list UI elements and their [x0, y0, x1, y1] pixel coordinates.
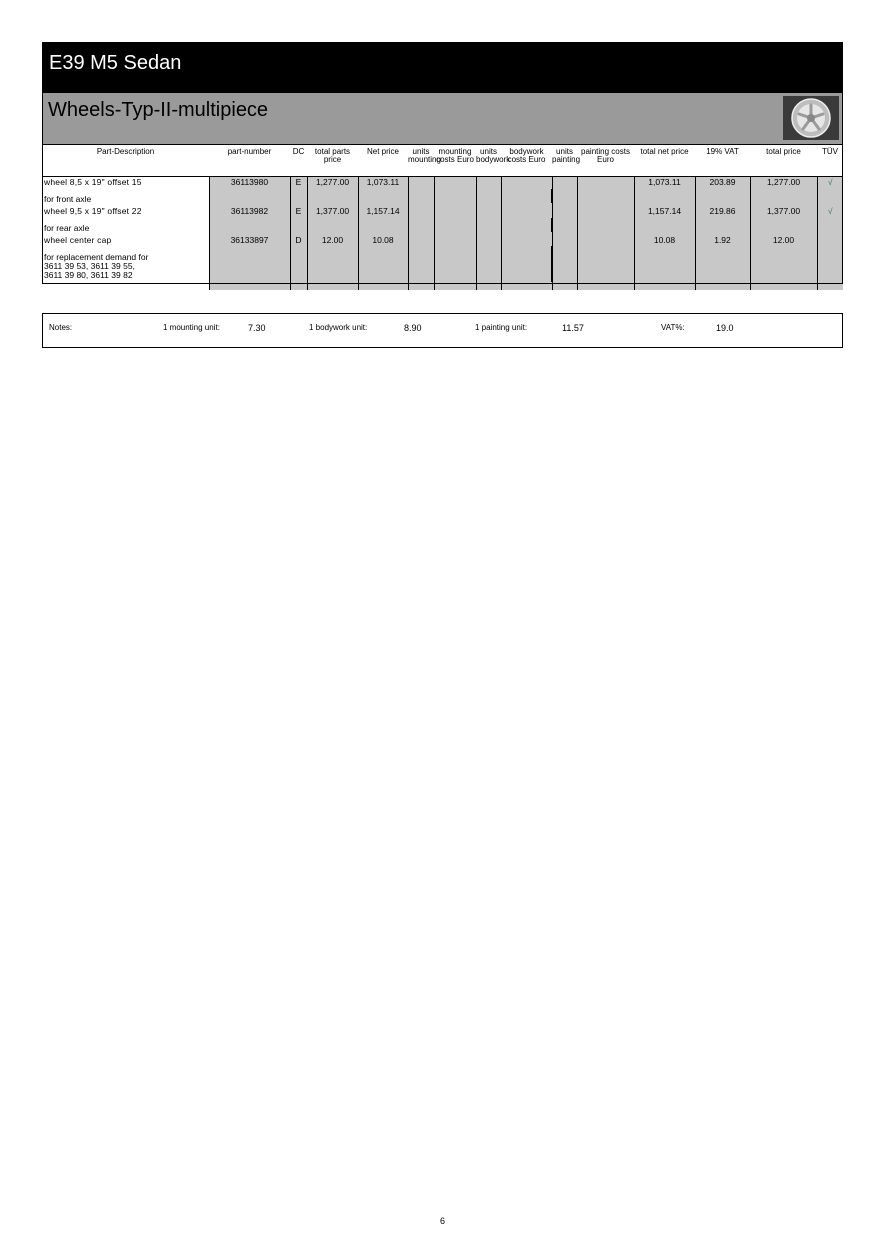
col-header-description: Part-Description [42, 144, 209, 177]
page-number: 6 [439, 1216, 445, 1226]
divider-mark [551, 218, 552, 232]
col-header-bodywork-costs: bodywork costs Euro [501, 144, 552, 177]
col-header-units-mounting: units mounting [408, 144, 434, 177]
net-price: 1,073.11 [358, 177, 408, 207]
painting-costs [577, 177, 634, 207]
units-bodywork [476, 235, 501, 290]
tuv-cell [817, 235, 843, 290]
bodywork-unit-label: 1 bodywork unit: [309, 323, 368, 332]
units-painting [552, 235, 577, 290]
units-painting [552, 177, 577, 207]
total-price: 12.00 [750, 235, 817, 290]
wheel-image [783, 96, 839, 140]
notes-box [42, 313, 843, 348]
subdescription-line: 3611 39 80, 3611 39 82 [44, 270, 133, 280]
section-bar [42, 93, 843, 144]
col-header-net-price: Net price [358, 144, 408, 177]
part-subdescription: for rear axle [44, 223, 90, 233]
parts-table [42, 144, 843, 290]
tuv-check-icon: √ [817, 177, 843, 207]
col-header-units-painting: units painting [552, 144, 577, 177]
total-parts-price: 1,377.00 [307, 206, 358, 235]
units-mounting [408, 206, 434, 235]
part-subdescription [42, 253, 209, 290]
total-price: 1,277.00 [750, 177, 817, 207]
total-net-price: 1,157.14 [634, 206, 695, 235]
subdescription-line: 3611 39 53, 3611 39 55, [44, 261, 135, 271]
dc-code: D [290, 235, 307, 290]
col-header-part-number: part-number [209, 144, 290, 177]
col-header-painting-costs: painting costs Euro [577, 144, 634, 177]
mounting-costs [434, 206, 476, 235]
col-header-tuv: TÜV [817, 144, 843, 177]
part-subdescription: for front axle [44, 194, 92, 204]
part-number: 36113982 [209, 206, 290, 235]
mounting-costs [434, 177, 476, 207]
total-parts-price: 1,277.00 [307, 177, 358, 207]
painting-costs [577, 206, 634, 235]
net-price: 1,157.14 [358, 206, 408, 235]
table-row [42, 177, 843, 196]
col-header-units-bodywork: units bodywork [476, 144, 501, 177]
total-net-price: 10.08 [634, 235, 695, 290]
divider-mark [551, 246, 552, 282]
units-painting [552, 206, 577, 235]
bodywork-costs [501, 206, 552, 235]
table-row [42, 206, 843, 224]
col-header-total-parts-price: total parts price [307, 144, 358, 177]
vat-value: 19.0 [716, 323, 734, 333]
vat-amount: 203.89 [695, 177, 750, 207]
bodywork-unit-value: 8.90 [404, 323, 422, 333]
mounting-unit-label: 1 mounting unit: [163, 323, 220, 332]
units-bodywork [476, 206, 501, 235]
total-price: 1,377.00 [750, 206, 817, 235]
units-bodywork [476, 177, 501, 207]
mounting-costs [434, 235, 476, 290]
painting-costs [577, 235, 634, 290]
header-bar [42, 42, 843, 93]
part-description: wheel 8,5 x 19" offset 15 [44, 177, 142, 187]
total-parts-price: 12.00 [307, 235, 358, 290]
section-title: Wheels-Typ-II-multipiece [48, 99, 269, 121]
tuv-check-icon: √ [817, 206, 843, 235]
net-price: 10.08 [358, 235, 408, 290]
units-mounting [408, 177, 434, 207]
divider-mark [551, 189, 552, 203]
painting-unit-value: 11.57 [562, 323, 584, 333]
table-header-row [42, 144, 843, 177]
units-mounting [408, 235, 434, 290]
notes-label: Notes: [49, 323, 73, 332]
painting-unit-label: 1 painting unit: [475, 323, 528, 332]
part-number: 36133897 [209, 235, 290, 290]
subdescription-line: for replacement demand for [44, 252, 149, 262]
col-header-vat: 19% VAT [695, 144, 750, 177]
part-number: 36113980 [209, 177, 290, 207]
dc-code: E [290, 177, 307, 207]
total-net-price: 1,073.11 [634, 177, 695, 207]
col-header-total-net-price: total net price [634, 144, 695, 177]
mounting-unit-value: 7.30 [248, 323, 266, 333]
col-header-total-price: total price [750, 144, 817, 177]
part-description: wheel 9,5 x 19" offset 22 [44, 206, 142, 216]
col-header-dc: DC [290, 144, 307, 177]
page-title: E39 M5 Sedan [49, 52, 182, 74]
bodywork-costs [501, 235, 552, 290]
bodywork-costs [501, 177, 552, 207]
part-description: wheel center cap [44, 235, 112, 245]
col-header-mounting-costs: mounting costs Euro [434, 144, 476, 177]
vat-amount: 219.86 [695, 206, 750, 235]
vat-label: VAT%: [661, 323, 685, 332]
table-row [42, 235, 843, 253]
vat-amount: 1.92 [695, 235, 750, 290]
dc-code: E [290, 206, 307, 235]
